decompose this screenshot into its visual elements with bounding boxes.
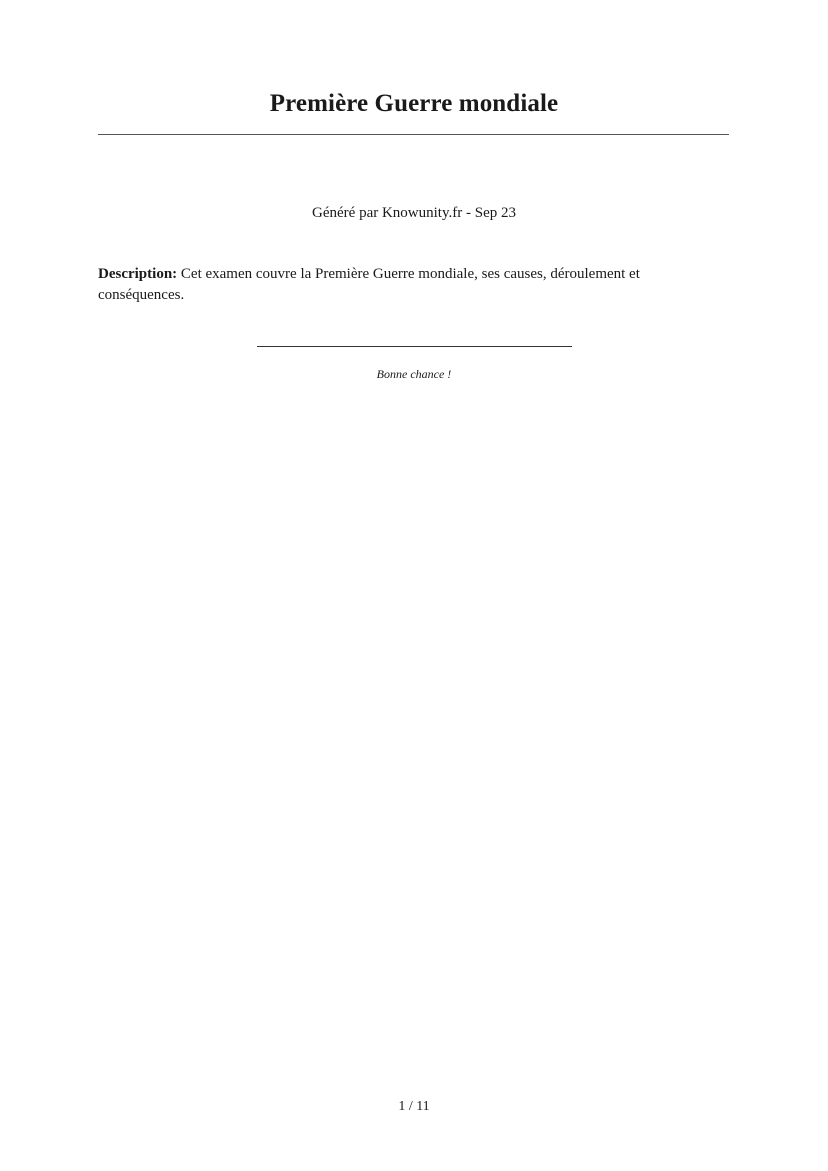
- section-divider: [257, 346, 572, 347]
- page-number: 1 / 11: [398, 1099, 430, 1114]
- good-luck-text: Bonne chance !: [376, 367, 452, 381]
- generated-by-line: Généré par Knowunity.fr - Sep 23: [312, 205, 516, 221]
- description-label: Description:: [98, 266, 178, 282]
- description-text: Cet examen couvre la Première Guerre mondiale, ses causes, déroulement et conséquences.: [98, 266, 640, 303]
- page-title: Première Guerre mondiale: [269, 90, 559, 117]
- title-divider: [98, 134, 729, 135]
- description-paragraph: [98, 264, 698, 306]
